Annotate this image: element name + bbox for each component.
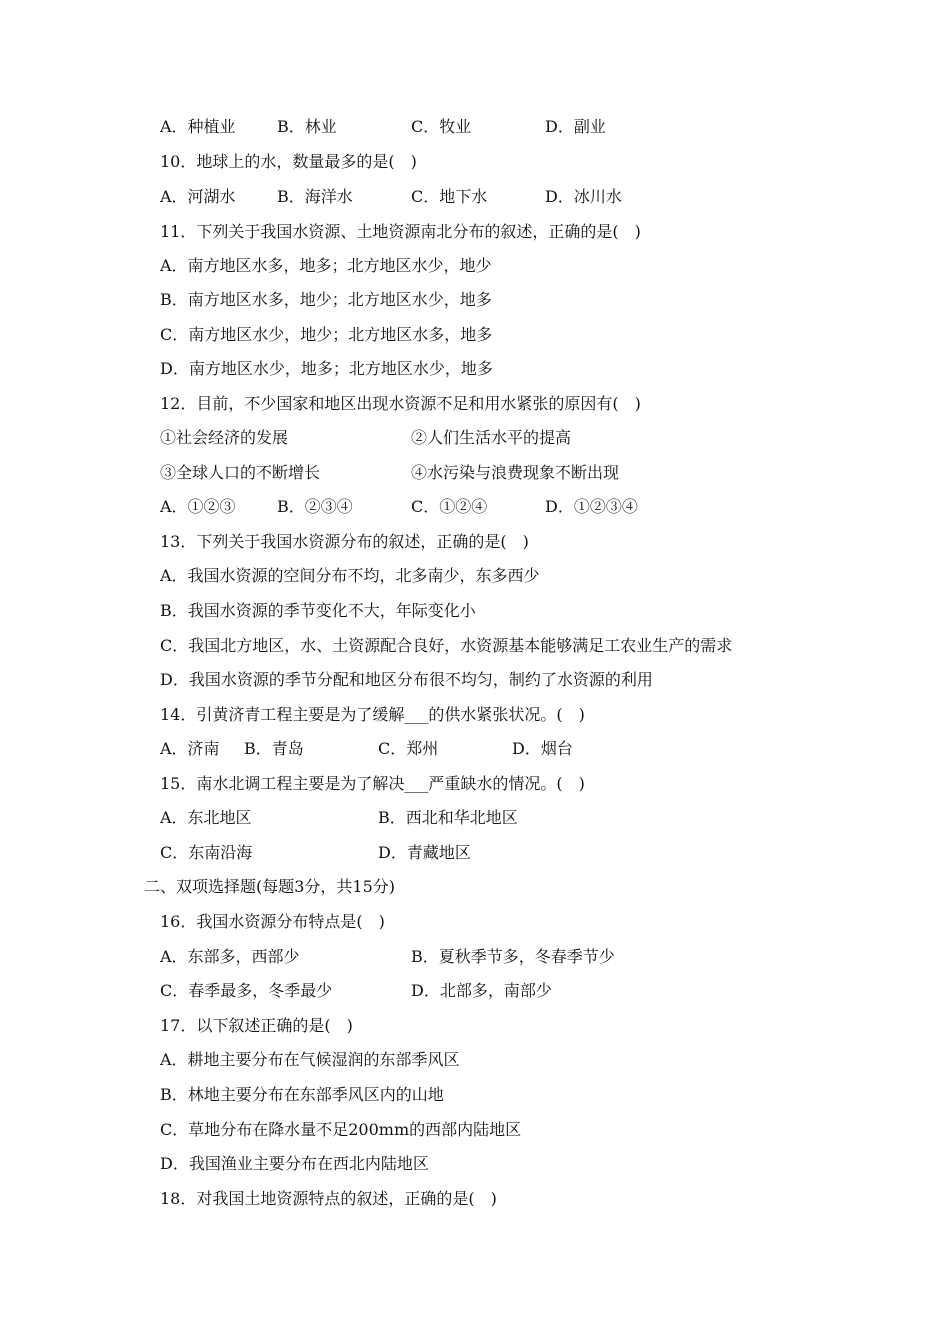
option-d: D．北部多，南部少 (411, 981, 552, 1000)
question-11-option-a: A．南方地区水多，地多；北方地区水少，地少 (160, 256, 492, 275)
option-a: A．济南 (160, 739, 220, 758)
question-11-stem: 11．下列关于我国水资源、土地资源南北分布的叙述，正确的是( ) (160, 222, 641, 241)
question-12-stem: 12．目前，不少国家和地区出现水资源不足和用水紧张的原因有( ) (160, 394, 641, 413)
option-a: A．①②③ (160, 497, 236, 516)
item-1: ①社会经济的发展 (160, 428, 289, 447)
option-b: B．青岛 (244, 739, 304, 758)
option-d: D．青藏地区 (378, 843, 471, 862)
option-b: B．西北和华北地区 (378, 808, 518, 827)
option-b: B．海洋水 (277, 187, 353, 206)
option-d: D．烟台 (512, 739, 573, 758)
question-17-option-b: B．林地主要分布在东部季风区内的山地 (160, 1085, 444, 1104)
option-c: C．地下水 (411, 187, 488, 206)
option-b: B．②③④ (277, 497, 353, 516)
item-3: ③全球人口的不断增长 (160, 463, 321, 482)
question-11-option-d: D．南方地区水少，地多；北方地区水少，地多 (160, 359, 493, 378)
question-17-stem: 17．以下叙述正确的是( ) (160, 1016, 353, 1035)
option-b: B．夏秋季节多，冬春季节少 (411, 947, 615, 966)
option-c: C．郑州 (378, 739, 439, 758)
option-d: D．冰川水 (545, 187, 622, 206)
question-18-stem: 18．对我国土地资源特点的叙述，正确的是( ) (160, 1189, 497, 1208)
question-16-stem: 16．我国水资源分布特点是( ) (160, 912, 385, 931)
question-11-option-b: B．南方地区水多，地少；北方地区水少，地多 (160, 290, 492, 309)
option-c: C．①②④ (411, 497, 488, 516)
question-17-option-a: A．耕地主要分布在气候湿润的东部季风区 (160, 1050, 460, 1069)
question-13-option-b: B．我国水资源的季节变化不大，年际变化小 (160, 601, 476, 620)
option-c: C．牧业 (411, 117, 472, 136)
option-d: D．副业 (545, 117, 606, 136)
option-c: C．春季最多，冬季最少 (160, 981, 333, 1000)
question-13-option-c: C．我国北方地区，水、土资源配合良好，水资源基本能够满足工农业生产的需求 (160, 636, 733, 655)
question-15-stem: 15．南水北调工程主要是为了解决___严重缺水的情况。( ) (160, 774, 585, 793)
question-14-stem: 14．引黄济青工程主要是为了缓解___的供水紧张状况。( ) (160, 705, 585, 724)
option-d: D．①②③④ (545, 497, 638, 516)
option-b: B．林业 (277, 117, 337, 136)
question-17-option-d: D．我国渔业主要分布在西北内陆地区 (160, 1154, 429, 1173)
option-a: A．东北地区 (160, 808, 252, 827)
section-2-heading: 二、双项选择题(每题3分，共15分) (144, 877, 396, 896)
question-13-option-d: D．我国水资源的季节分配和地区分布很不均匀，制约了水资源的利用 (160, 670, 653, 689)
item-4: ④水污染与浪费现象不断出现 (411, 463, 620, 482)
question-13-stem: 13．下列关于我国水资源分布的叙述，正确的是( ) (160, 532, 529, 551)
option-c: C．东南沿海 (160, 843, 253, 862)
question-17-option-c: C．草地分布在降水量不足200mm的西部内陆地区 (160, 1120, 522, 1139)
item-2: ②人们生活水平的提高 (411, 428, 572, 447)
question-11-option-c: C．南方地区水少，地少；北方地区水多，地多 (160, 325, 493, 344)
option-a: A．种植业 (160, 117, 236, 136)
question-10-stem: 10．地球上的水，数量最多的是( ) (160, 152, 417, 171)
option-a: A．河湖水 (160, 187, 236, 206)
option-a: A．东部多，西部少 (160, 947, 300, 966)
question-13-option-a: A．我国水资源的空间分布不均，北多南少，东多西少 (160, 566, 540, 585)
